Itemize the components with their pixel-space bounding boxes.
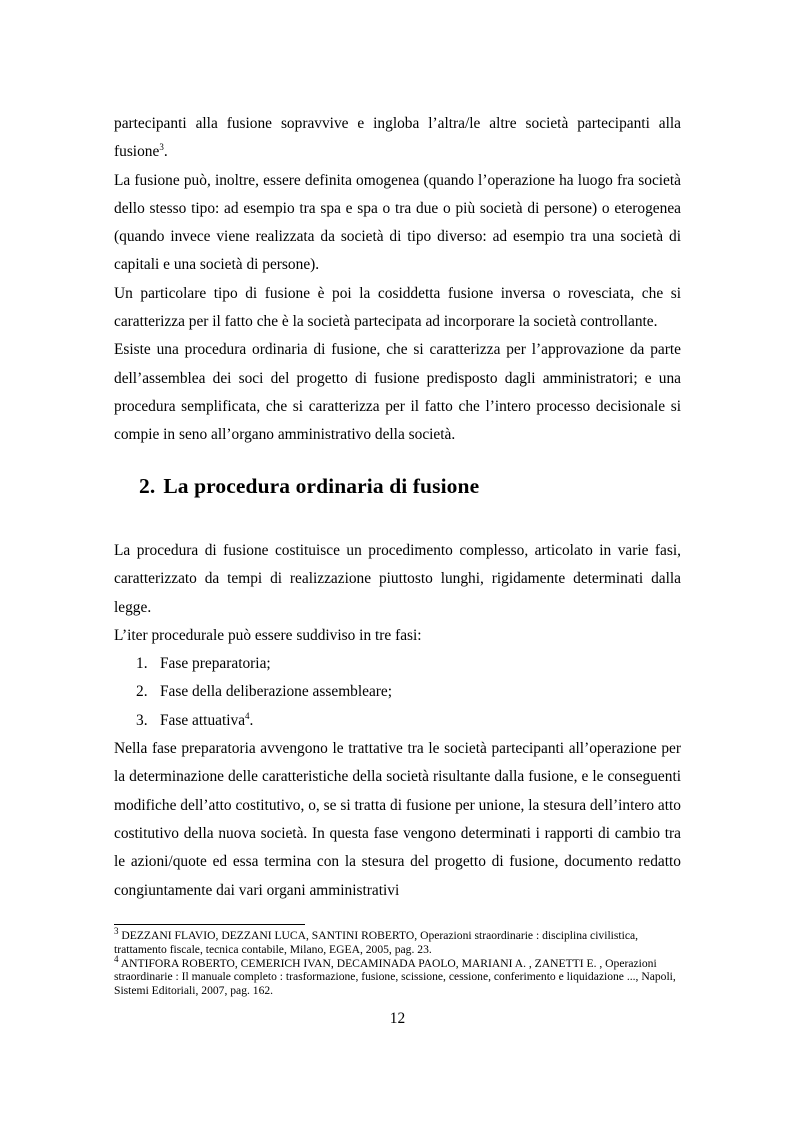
paragraph-fusione-inversa: Un particolare tipo di fusione è poi la cosiddetta fusione inversa o rovesciata, che si caratterizza per il fatto che è la società partecipata ad incorporare la società controllante. — [114, 284, 681, 331]
phases-list — [114, 650, 681, 735]
section-heading — [139, 474, 479, 499]
paragraph-procedure-intro: La procedura di fusione costituisce un procedimento complesso, articolato in varie fasi, caratterizzato da tempi di realizzazione piuttosto lunghi, rigidamente determinati dalla legge. — [114, 542, 681, 616]
footnote-4: $^4$ ANTIFORA ROBERTO, CEMERICH IVAN, DECAMINADA PAOLO, MARIANI A. , ZANETTI E. , Operazioni straordinarie : Il manuale completo : trasformazione, fusione, scissione, cessione, conferimento e liquidazione ..., Napoli, Sistemi Editoriali, 2007, pag. 162. — [114, 953, 676, 998]
section-title: La procedura ordinaria di fusione — [163, 474, 480, 498]
text-block-section — [114, 537, 681, 905]
paragraph-fusion-definition: partecipanti alla fusione sopravvive e ingloba l’altra/le altre società partecipanti alla fusione$^3$. — [114, 115, 681, 161]
list-item: 1. Fase preparatoria; — [136, 655, 271, 673]
paragraph-list-intro: L’iter procedurale può essere suddiviso in tre fasi: — [114, 626, 422, 644]
footnote-ref-4: 4 — [245, 710, 250, 721]
list-item: 2. Fase della deliberazione assembleare; — [136, 683, 393, 701]
footnote-3: $^3$ DEZZANI FLAVIO, DEZZANI LUCA, SANTINI ROBERTO, Operazioni straordinarie : disciplina civilistica, trattamento fiscale, tecnica contabile, Milano, EGEA, 2005, pag. 23. — [114, 926, 639, 956]
footnotes — [114, 926, 681, 998]
page-number: 12 — [389, 1010, 406, 1027]
footnote-ref-3: 3 — [159, 142, 164, 153]
text-block-top — [114, 110, 681, 450]
paragraph-fase-preparatoria: Nella fase preparatoria avvengono le trattative tra le società partecipanti all’operazione per la determinazione delle caratteristiche della società risultante dalla fusione, e le conseguenti modifiche dell’atto costitutivo, o, se si tratta di fusione per unione, la stesura dell’intero atto costitutivo della nuova società. In questa fase vengono determinati i rapporti di cambio tra le azioni/quote ed essa termina con la stesura del progetto di fusione, documento redatto congiuntamente dai vari organi amministrativi — [114, 740, 681, 899]
footnote-separator — [114, 924, 305, 925]
paragraph-omogenea-eterogenea: La fusione può, inoltre, essere definita omogenea (quando l’operazione ha luogo fra società dello stesso tipo: ad esempio tra spa e spa o tra due o più società di persone) o eterogenea (quando invece viene realizzata da società di tipo diverso: ad esempio tra una società di capitali e una società di persone). — [114, 171, 681, 274]
paragraph-procedure-types: Esiste una procedura ordinaria di fusione, che si caratterizza per l’approvazione da parte dell’assemblea dei soci del progetto di fusione predisposto dagli amministratori; e una procedura semplificata, che si caratterizza per il fatto che l’intero processo decisionale si compie in seno all’organo amministrativo della società. — [114, 341, 681, 444]
list-item: 3. Fase attuativa$^4$. — [136, 710, 254, 729]
section-number: 2. — [139, 474, 156, 498]
